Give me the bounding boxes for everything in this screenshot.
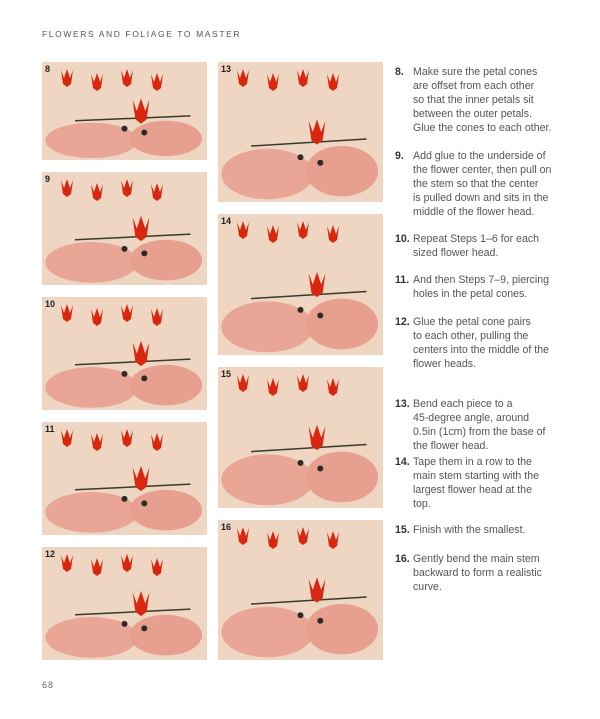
step-text-line: Gently bend the main stem [413,553,540,565]
step-number: 9. [395,150,404,162]
instruction-step [395,233,575,261]
step-photo [42,422,207,535]
step-number: 10. [395,233,410,245]
flower-photo-illustration [42,297,207,410]
step-text-line: the flower head. [413,439,489,452]
step-number: 15. [395,524,410,536]
step-photo [218,367,383,508]
step-text-line: the stem so that the center [413,177,539,190]
step-text-line: between the outer petals. [413,107,532,120]
step-text-line: Repeat Steps 1–6 for each [413,233,540,245]
step-text-line: 0.5in (1cm) from the base of [413,425,546,438]
step-photo [42,297,207,410]
flower-photo-illustration [218,62,383,202]
step-photo [42,547,207,660]
photo-number: 15 [221,369,232,379]
photo-number: 11 [45,424,55,434]
step-text-line: top. [413,497,431,510]
step-text-line: And then Steps 7–9, piercing [413,274,550,286]
instruction-step [395,274,575,302]
step-number: 16. [395,553,410,565]
step-text-line: Make sure the petal cones [413,66,538,78]
step-text-line: middle of the flower head. [413,205,535,218]
step-number: 12. [395,316,410,328]
step-text-line: flower heads. [413,357,477,370]
photo-number: 9 [45,174,51,184]
instruction-step [395,456,575,512]
photo-number: 10 [45,299,56,309]
flower-photo-illustration [42,62,207,160]
running-header: FLOWERS AND FOLIAGE TO MASTER [42,29,242,39]
step-number: 11. [395,274,410,286]
step-text-line: Glue the petal cone pairs [413,316,531,328]
photo-number: 12 [45,549,56,559]
step-text-line: are offset from each other [413,79,535,92]
flower-photo-illustration [218,520,383,660]
instruction-step [395,398,575,454]
step-photo [218,214,383,355]
step-photo [42,172,207,285]
step-photo [218,520,383,660]
step-text-line: Finish with the smallest. [413,524,526,536]
photo-number: 8 [45,64,51,74]
step-photo [218,62,383,202]
photo-number: 13 [221,64,232,74]
flower-photo-illustration [218,214,383,355]
page-number: 68 [42,680,55,690]
step-text-line: curve. [413,580,442,593]
step-text-line: 45-degree angle, around [413,411,530,424]
step-text-line: is pulled down and sits in the [413,191,549,204]
photo-number: 14 [221,216,232,226]
step-text-line: centers into the middle of the [413,343,550,356]
instruction-step [395,150,575,220]
flower-photo-illustration [42,547,207,660]
step-text-line: the flower center, then pull on [413,163,552,176]
step-number: 14. [395,456,410,468]
step-photo [42,62,207,160]
step-text-line: Glue the cones to each other. [413,121,552,134]
step-number: 8. [395,66,404,78]
step-text-line: Bend each piece to a [413,398,513,410]
photo-number: 16 [221,522,232,532]
instruction-step [395,66,575,136]
step-text-line: sized flower head. [413,246,499,259]
instruction-step [395,524,575,538]
step-text-line: Add glue to the underside of [413,150,546,162]
flower-photo-illustration [42,172,207,285]
step-text-line: Tape them in a row to the [413,456,532,468]
step-text-line: largest flower head at the [413,483,532,496]
step-text-line: backward to form a realistic [413,566,542,579]
instruction-step [395,316,575,372]
flower-photo-illustration [42,422,207,535]
flower-photo-illustration [218,367,383,508]
step-number: 13. [395,398,410,410]
step-text-line: main stem starting with the [413,469,539,482]
step-text-line: holes in the petal cones. [413,287,528,300]
step-text-line: so that the inner petals sit [413,93,534,106]
step-text-line: to each other, pulling the [413,329,529,342]
instruction-step [395,553,575,595]
